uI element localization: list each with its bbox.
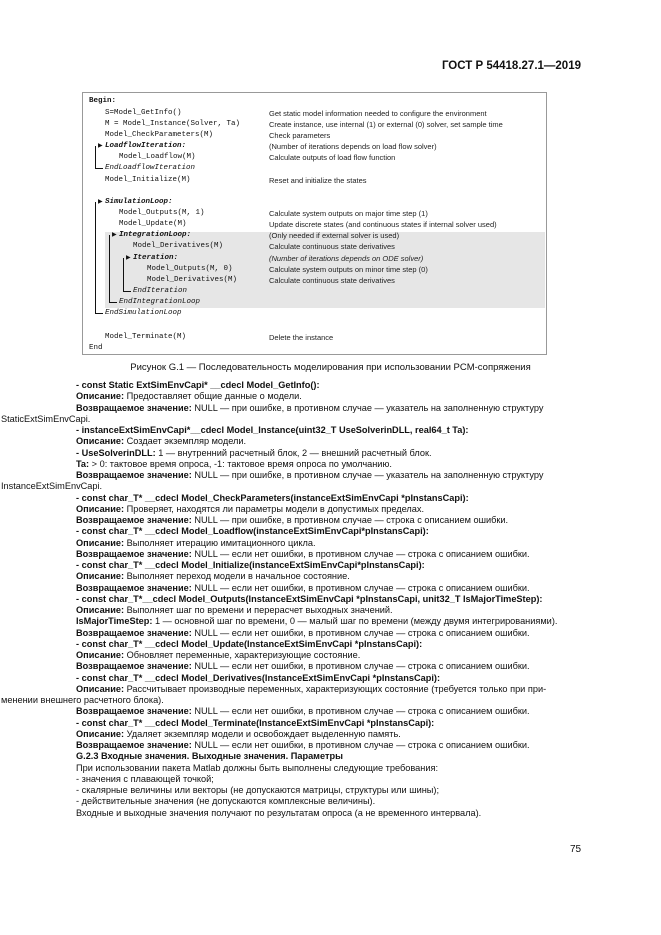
code-line: EndSimulationLoop	[105, 309, 182, 317]
text-line-bold: Описание:	[76, 436, 125, 447]
text-line-regular: NULL — при ошибке, в противном случае — указатель на заполненную структуру	[191, 470, 544, 480]
code-comment: Update discrete states (and continuous states if internal solver used)	[269, 220, 497, 229]
figure-caption: Рисунок G.1 — Последовательность моделирования при использовании PCM-сопряжения	[130, 362, 531, 373]
text-line	[76, 380, 586, 391]
text-line-regular: - действительные значения (не допускаются комплексные величины).	[76, 796, 376, 807]
code-line: Model_Terminate(M)	[105, 333, 187, 341]
text-line-bold: - UseSolverinDLL:	[76, 447, 156, 458]
text-line-bold: Возвращаемое значение:	[76, 627, 192, 638]
text-line-bold: Возвращаемое значение:	[76, 582, 192, 593]
text-line	[1, 695, 586, 706]
body-text	[1, 380, 586, 819]
text-line-bold: Возвращаемое значение:	[76, 548, 192, 559]
code-comment: Check parameters	[269, 131, 331, 140]
text-line-bold: - const char_T*__cdecl Model_Outputs(InstanceExtSimEnvCapi *pInstansCapi, unit32_T IsMajorTimeStep):	[76, 593, 543, 604]
text-line-bold: - instanceExtSimEnvCapi*__cdecl Model_Instance(uint32_T UseSolverinDLL, real64_t Ta):	[76, 425, 469, 435]
arrow-right-icon: ▶	[98, 199, 103, 205]
text-line-bold: Возвращаемое значение:	[76, 740, 192, 750]
text-line	[76, 583, 586, 594]
code-comment: Reset and initialize the states	[269, 176, 367, 185]
code-line: Model_Initialize(M)	[105, 176, 191, 184]
text-line-regular: Создает экземпляр модели.	[124, 436, 247, 447]
text-line-regular: - значения с плавающей точкой;	[76, 773, 214, 784]
text-line	[76, 571, 586, 582]
text-line-regular: Выполняет переход модели в начальное состояние.	[124, 571, 350, 582]
text-line-bold: Возвращаемое значение:	[76, 515, 192, 525]
loop-bracket	[95, 168, 103, 169]
code-line: Model_Loadflow(M)	[119, 153, 196, 161]
arrow-right-icon: ▶	[112, 232, 117, 238]
text-line	[76, 538, 586, 549]
text-line-bold: Возвращаемое значение:	[76, 706, 192, 717]
text-line	[76, 616, 586, 627]
text-line-bold: Описание:	[76, 683, 125, 694]
text-line-bold: Описание:	[76, 503, 125, 514]
text-line	[76, 740, 586, 751]
text-line-regular: 1 — внутренний расчетный блок, 2 — внешний расчетный блок.	[155, 447, 432, 458]
text-line	[76, 605, 586, 616]
text-line	[76, 808, 586, 819]
code-line: S=Model_GetInfo()	[105, 109, 182, 117]
text-line-bold: Ta:	[76, 458, 90, 469]
code-comment: Delete the instance	[269, 333, 334, 342]
text-line	[76, 504, 586, 515]
text-line-regular: - скалярные величины или векторы (не допускаются матрицы, структуры или шины);	[76, 785, 439, 795]
text-line	[76, 650, 586, 661]
page-number: 75	[570, 844, 582, 855]
text-line	[76, 391, 586, 402]
text-line	[76, 459, 586, 470]
text-line-regular: NULL — если нет ошибки, в противном случае — строка с описанием ошибки.	[191, 548, 530, 559]
text-line-regular: менении внешнего расчетного блока).	[1, 695, 164, 705]
loop-bracket	[109, 235, 110, 302]
code-line: Iteration:	[133, 254, 179, 262]
text-line	[76, 628, 586, 639]
text-line-regular: Выполняет итерацию имитационного цикла.	[124, 537, 316, 548]
text-line	[1, 481, 586, 492]
code-line: Begin:	[89, 97, 117, 105]
code-comment: Get static model information needed to configure the environment	[269, 109, 487, 118]
text-line-regular: NULL — при ошибке, в противном случае — указатель на заполненную структуру	[191, 402, 544, 413]
text-line-bold: - const char_T* __cdecl Model_Update(InstanceExtSimEnvCapi *pInstansCapi):	[76, 638, 423, 649]
arrow-right-icon: ▶	[126, 255, 131, 261]
text-line-bold: - const char_T* __cdecl Model_Terminate(InstanceExtSimEnvCapi *pInstansCapi):	[76, 717, 435, 728]
loop-bracket	[123, 291, 131, 292]
text-line	[76, 729, 586, 740]
text-line-bold: Описание:	[76, 650, 125, 660]
text-line-bold: - const char_T* __cdecl Model_Loadflow(instanceExtSimEnvCapi*pInstansCapi):	[76, 526, 429, 537]
text-line-bold: IsMajorTimeStep:	[76, 616, 153, 627]
code-line: EndIntegrationLoop	[119, 298, 201, 306]
sequence-figure	[82, 92, 547, 355]
text-line-regular: NULL — если нет ошибки, в противном случае — строка с описанием ошибки.	[191, 740, 530, 750]
text-line-bold: G.2.3 Входные значения. Выходные значения. Параметры	[76, 751, 343, 762]
text-line-regular: Входные и выходные значения получают по результатам опроса (а не временного интервала).	[76, 807, 482, 818]
text-line	[76, 673, 586, 684]
code-line: EndLoadflowIteration	[105, 164, 196, 172]
code-comment: Calculate continuous state derivatives	[269, 242, 395, 251]
text-line-bold: - const char_T* __cdecl Model_Initialize(instanceExtSimEnvCapi*pInstansCapi):	[76, 560, 425, 570]
code-comment: (Number of iterations depends on ODE solver)	[269, 254, 424, 263]
text-line-bold: Описание:	[76, 728, 125, 739]
loop-bracket	[95, 146, 96, 168]
text-line	[76, 436, 586, 447]
text-line	[76, 774, 586, 785]
text-line-regular: NULL — если нет ошибки, в противном случае — строка с описанием ошибки.	[191, 627, 530, 638]
text-line	[76, 425, 586, 436]
text-line-regular: Рассчитывает производные переменных, характеризующих состояние (требуется только при при-	[124, 683, 547, 694]
text-line-regular: NULL — если нет ошибки, в противном случае — строка с описанием ошибки.	[191, 706, 530, 717]
text-line	[76, 448, 586, 459]
text-line	[76, 515, 586, 526]
text-line-regular: Обновляет переменные, характеризующие состояние.	[124, 650, 361, 660]
loop-bracket	[123, 258, 124, 291]
text-line	[76, 718, 586, 729]
code-comment: Calculate system outputs on minor time step (0)	[269, 265, 428, 274]
arrow-right-icon: ▶	[98, 143, 103, 149]
text-line	[76, 785, 586, 796]
text-line	[1, 414, 586, 425]
code-line: IntegrationLoop:	[119, 231, 192, 239]
text-line	[76, 796, 586, 807]
code-line: M = Model_Instance(Solver, Ta)	[105, 120, 241, 128]
code-line: Model_CheckParameters(M)	[105, 131, 214, 139]
code-comment: Calculate system outputs on major time step (1)	[269, 209, 428, 218]
code-comment: Calculate outputs of load flow function	[269, 153, 396, 162]
text-line-bold: Описание:	[76, 571, 125, 582]
text-line	[76, 594, 586, 605]
code-line: End	[89, 344, 103, 352]
text-line-regular: NULL — при ошибке, в противном случае — строка с описанием ошибки.	[191, 515, 509, 525]
text-line-regular: 1 — основной шаг по времени, 0 — малый шаг по времени (между двумя интегрированиями).	[152, 616, 558, 627]
text-line-bold: - const Static ExtSimEnvCapi* __cdecl Model_GetInfo():	[76, 380, 320, 390]
text-line-bold: Возвращаемое значение:	[76, 402, 192, 413]
text-line-regular: Предоставляет общие данные о модели.	[124, 391, 302, 402]
text-line	[76, 470, 586, 481]
text-line	[76, 751, 586, 762]
loop-bracket	[95, 313, 103, 314]
text-line	[76, 684, 586, 695]
text-line	[76, 706, 586, 717]
text-line-bold: Описание:	[76, 605, 125, 615]
code-comment: (Only needed if external solver is used)	[269, 231, 400, 240]
code-comment: Create instance, use internal (1) or external (0) solver, set sample time	[269, 120, 503, 129]
code-line: EndIteration	[133, 287, 188, 295]
text-line-bold: Возвращаемое значение:	[76, 661, 192, 672]
text-line-regular: InstanceExtSimEnvCapi.	[1, 481, 103, 492]
text-line-regular: Удаляет экземпляр модели и освобождает выделенную память.	[124, 728, 401, 739]
text-line-regular: NULL — если нет ошибки, в противном случае — строка с описанием ошибки.	[191, 582, 530, 593]
text-line	[76, 560, 586, 571]
text-line	[76, 493, 586, 504]
text-line-regular: Проверяет, находятся ли параметры модели в допустимых пределах.	[124, 503, 425, 514]
text-line-bold: Описание:	[76, 391, 125, 402]
code-line: LoadflowIteration:	[105, 142, 187, 150]
text-line	[76, 639, 586, 650]
code-line: Model_Derivatives(M)	[133, 242, 224, 250]
text-line	[76, 549, 586, 560]
text-line-regular: > 0: тактовое время опроса, -1: тактовое время опроса по умолчанию.	[89, 458, 392, 469]
code-comment: (Number of iterations depends on load flow solver)	[269, 142, 437, 151]
code-line: Model_Outputs(M, 1)	[119, 209, 205, 217]
text-line-bold: - const char_T* __cdecl Model_CheckParameters(instanceExtSimEnvCapi *pInstansCapi):	[76, 492, 469, 503]
code-line: Model_Derivatives(M)	[147, 276, 238, 284]
document-header: ГОСТ Р 54418.27.1—2019	[441, 60, 581, 72]
text-line-bold: Описание:	[76, 537, 125, 548]
code-line: SimulationLoop:	[105, 198, 173, 206]
text-line	[76, 661, 586, 672]
text-line-regular: StaticExtSimEnvCapi.	[1, 413, 91, 424]
text-line	[76, 763, 586, 774]
text-line-regular: При использовании пакета Matlab должны быть выполнены следующие требования:	[76, 762, 438, 773]
code-line: Model_Update(M)	[119, 220, 187, 228]
text-line	[76, 403, 586, 414]
loop-bracket	[95, 202, 96, 313]
code-comment: Calculate continuous state derivatives	[269, 276, 395, 285]
text-line-regular: NULL — если нет ошибки, в противном случае — строка с описанием ошибки.	[191, 661, 530, 672]
text-line-bold: - const char_T* __cdecl Model_Derivatives(InstanceExtSimEnvCapi *pInstansCapi):	[76, 672, 441, 683]
code-line: Model_Outputs(M, 0)	[147, 265, 233, 273]
text-line-bold: Возвращаемое значение:	[76, 470, 192, 480]
text-line	[76, 526, 586, 537]
loop-bracket	[109, 302, 117, 303]
text-line-regular: Выполняет шаг по времени и перерасчет выходных значений.	[124, 605, 393, 615]
